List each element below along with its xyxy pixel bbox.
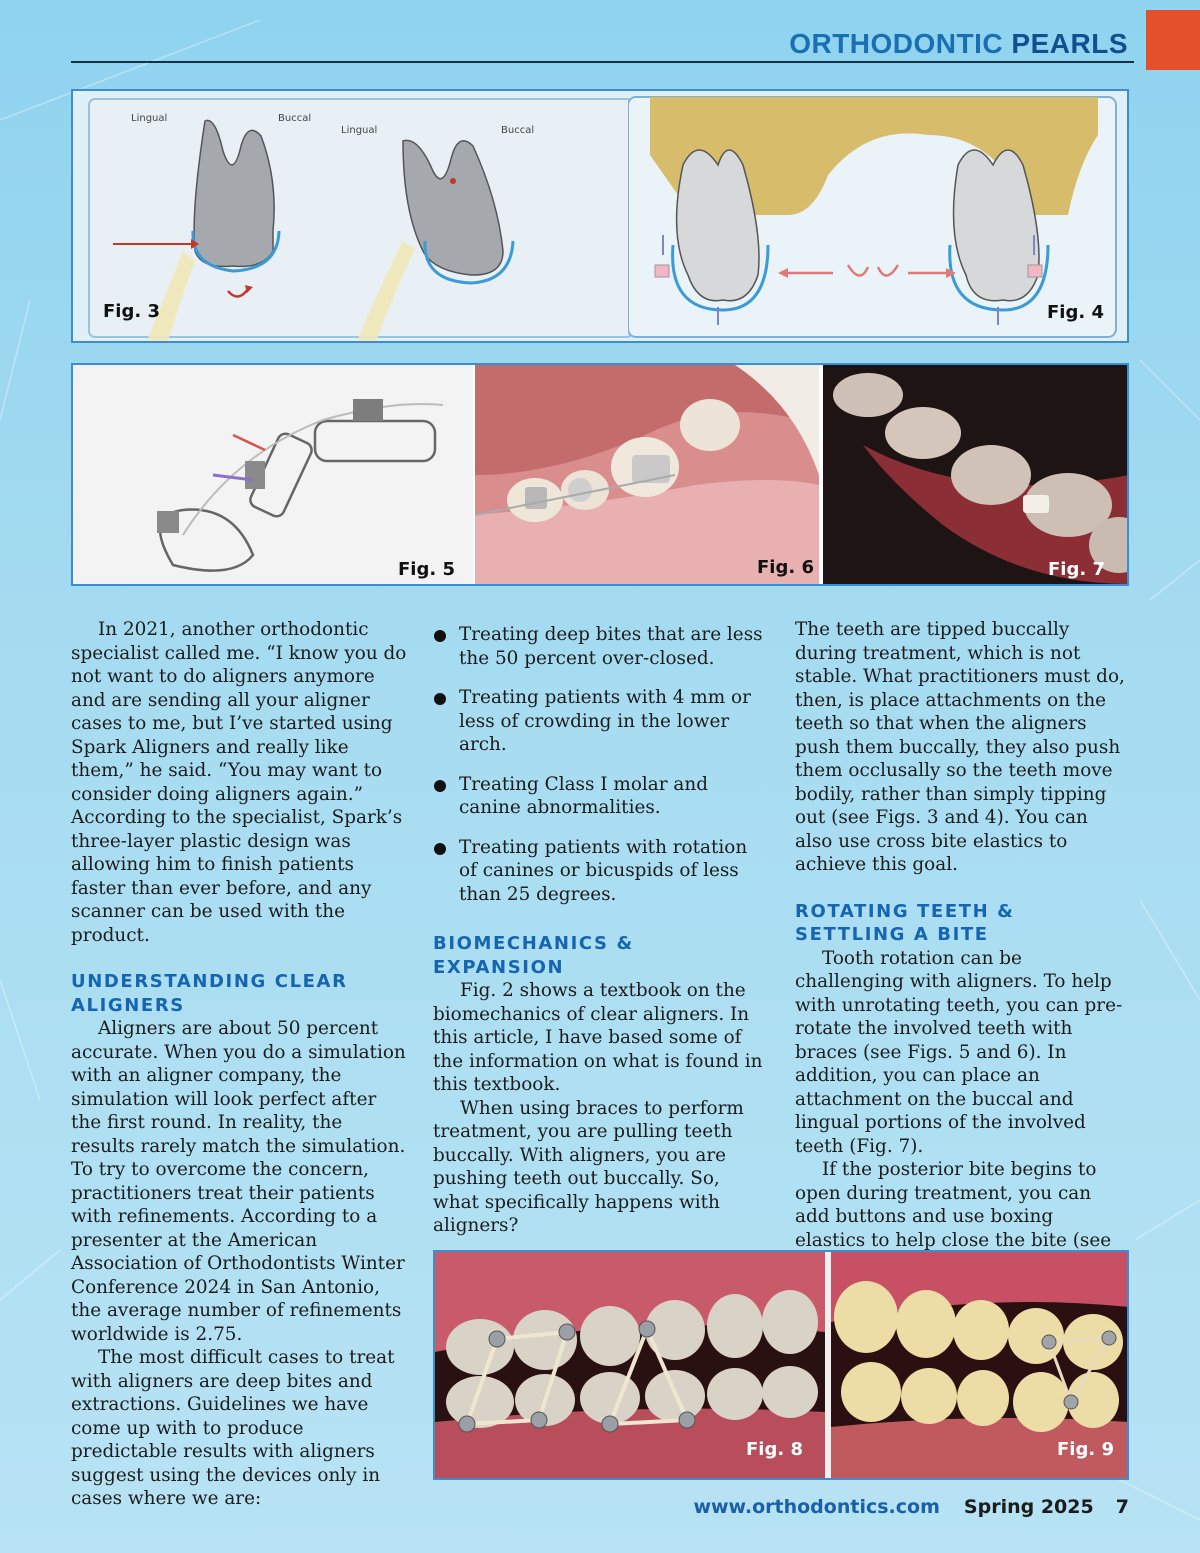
fig3-lingual-label-2: Lingual — [341, 125, 378, 136]
column1-paragraph-2: Aligners are about 50 percent accurate. When you do a simulation with an aligner company, the simulation will look perfect after the first round. In reality, the results rarely match the simulation. To try to overcome the concern, practitioners treat their patients with refinements. According to a presenter at the American Association of Orthodontists Winter Conference 2024 in San Antonio, the average number of refinements worldwide is 2.75. — [71, 1018, 406, 1345]
fig3-label: Fig. 3 — [103, 301, 160, 322]
list-item — [433, 836, 769, 907]
column3-paragraph-2: Tooth rotation can be challenging with aligners. To help with unrotating teeth, you can pre-rotate the involved teeth with braces (see Figs. 5 and 6). In addition, you can place an attachment on the buccal and lingual portions of the involved teeth (Fig. 7). — [795, 947, 1123, 1157]
list-item-text: Treating patients with 4 mm or less of crowding in the lower arch. — [459, 687, 751, 755]
section-title-part2: PEARLS — [1011, 28, 1128, 59]
website-link[interactable]: www.orthodontics.com — [693, 1496, 940, 1518]
bullet-icon — [434, 843, 446, 855]
fig8-label: Fig. 8 — [746, 1439, 803, 1460]
bullet-icon — [434, 780, 446, 792]
column3-paragraph-1: The teeth are tipped buccally during treatment, which is not stable. What practitioners must do, then, is place attachments on the teeth so that when the aligners push them buccally, they also push them occlusally so the teeth move bodily, rather than simply tipping out (see Figs. 3 and 4). You can also use cross bite elastics to achieve this goal. — [795, 619, 1125, 875]
column2-paragraph-2: When using braces to perform treatment, you are pulling teeth buccally. With aligners, you are pushing teeth out buccally. So, what specifically happens with aligners? — [433, 1097, 744, 1236]
list-item — [433, 623, 769, 670]
list-item-text: Treating patients with rotation of canines or bicuspids of less than 25 degrees. — [459, 836, 748, 905]
list-item — [433, 686, 769, 757]
issue-date: Spring 2025 — [963, 1496, 1094, 1518]
list-item-text: Treating deep bites that are less the 50 percent over-closed. — [459, 624, 763, 669]
fig3-buccal-label-2: Buccal — [501, 125, 535, 136]
fig5-label: Fig. 5 — [398, 559, 455, 580]
heading-understanding-clear-aligners: UNDERSTANDING CLEAR ALIGNERS — [71, 971, 348, 1016]
column1-paragraph-1: In 2021, another orthodontic specialist called me. “I know you do not want to do aligners anymore and are sending all your aligner cases to me, but I’ve started using Spark Aligners and really like them,” he said. “You may want to consider doing aligners again.” According to the specialist, Spark’s three-layer plastic design was allowing him to finish patients faster than ever before, and any scanner can be used with the product. — [71, 619, 407, 946]
article-column-3 — [795, 618, 1129, 1276]
fig4-diagram — [628, 95, 1118, 339]
fig6-photo — [475, 365, 819, 584]
guideline-list — [433, 623, 769, 906]
corner-tab — [1146, 10, 1200, 70]
heading-biomechanics-expansion: BIOMECHANICS & EXPANSION — [433, 933, 634, 978]
article-column-2 — [433, 623, 769, 1238]
fig6-label: Fig. 6 — [757, 557, 814, 578]
list-item — [433, 773, 769, 820]
figure-panel-bottom — [433, 1250, 1129, 1480]
list-item-text: Treating Class I molar and canine abnormalities. — [459, 773, 708, 818]
fig3-lingual-label-1: Lingual — [131, 113, 168, 124]
fig5-diagram — [73, 365, 473, 584]
heading-rotating-teeth: ROTATING TEETH & SETTLING A BITE — [795, 900, 1015, 945]
figure-panel-middle — [71, 363, 1129, 586]
column2-paragraph-1: Fig. 2 shows a textbook on the biomechanics of clear aligners. In this article, I have based some of the information on what is found in this textbook. — [433, 980, 763, 1095]
fig7-label: Fig. 7 — [1048, 559, 1105, 580]
fig7-render — [823, 365, 1129, 584]
article-column-1 — [71, 618, 407, 1511]
section-title — [789, 28, 1128, 60]
fig4-label: Fig. 4 — [1047, 302, 1104, 323]
bullet-icon — [434, 693, 446, 705]
page-footer — [693, 1496, 1129, 1518]
column1-paragraph-3: The most difficult cases to treat with aligners are deep bites and extractions. Guidelines we have come up with to produce predictable results with aligners suggest using the devices only in cases where we are: — [71, 1347, 395, 1509]
header-rule — [71, 61, 1134, 63]
column3-paragraph-3: If the posterior bite begins to open during treatment, you can add buttons and use boxing elastics to help close the bite (see — [795, 1159, 1112, 1251]
fig3-buccal-label-1: Buccal — [278, 113, 312, 124]
figure-panel-top — [71, 89, 1129, 343]
page-number: 7 — [1115, 1496, 1129, 1518]
section-title-part1: ORTHODONTIC — [789, 28, 1004, 59]
fig9-label: Fig. 9 — [1057, 1439, 1114, 1460]
bullet-icon — [434, 630, 446, 642]
